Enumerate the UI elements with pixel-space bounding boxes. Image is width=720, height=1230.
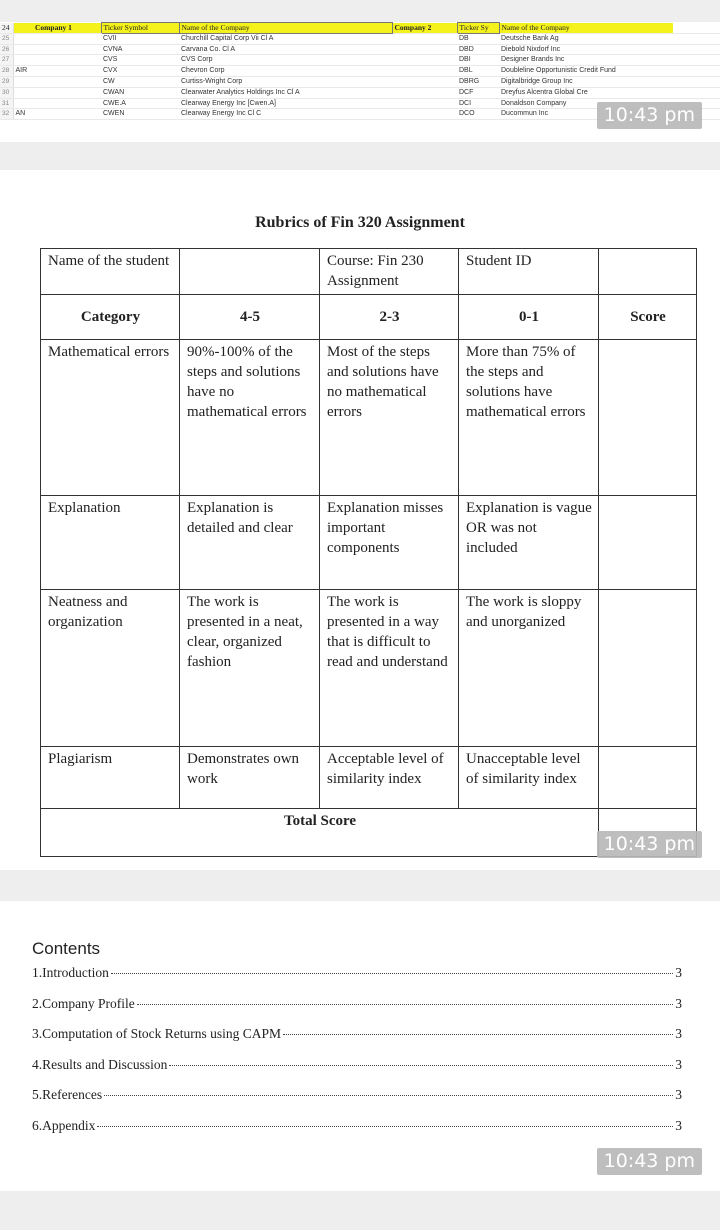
table-of-contents xyxy=(32,965,682,1148)
spreadsheet-card[interactable] xyxy=(0,22,720,142)
rubric-card[interactable] xyxy=(0,170,720,870)
timestamp-badge: 10:43 pm xyxy=(597,102,702,129)
toc-item: 4.Results and Discussion 3 xyxy=(32,1056,682,1072)
table-row: Mathematical errors 90%-100% of the steps and solutions have no mathematical errors Most of the steps and solutions have no mathematical errors More than 75% of the steps and solutions have mathematical errors xyxy=(41,340,697,496)
rubric-title: Rubrics of Fin 320 Assignment xyxy=(255,214,465,231)
category-header: Category xyxy=(41,295,180,340)
score-cell[interactable] xyxy=(599,496,697,590)
ticker1-header: Ticker Symbol xyxy=(101,23,179,34)
student-name-label: Name of the student xyxy=(41,249,180,295)
table-row: Explanation Explanation is detailed and clear Explanation misses important components Explanation is vague OR was not included xyxy=(41,496,697,590)
ticker2-header: Ticker Sy xyxy=(457,23,499,34)
table-row: 25 CVII Churchill Capital Corp Vii Cl A DB Deutsche Bank Ag xyxy=(0,33,720,44)
student-name-value[interactable] xyxy=(180,249,320,295)
table-row: 29 CW Curtiss-Wright Corp DBRG Digitalbridge Group Inc xyxy=(0,76,720,87)
score-band-2-3: 2-3 xyxy=(320,295,459,340)
score-cell[interactable] xyxy=(599,747,697,809)
contents-card[interactable] xyxy=(0,901,720,1191)
student-id-label: Student ID xyxy=(459,249,599,295)
score-band-0-1: 0-1 xyxy=(459,295,599,340)
score-cell[interactable] xyxy=(599,590,697,747)
table-row: 30 CWAN Clearwater Analytics Holdings Inc Cl A DCF Dreyfus Alcentra Global Cre xyxy=(0,87,720,98)
contents-title: Contents xyxy=(32,939,101,958)
table-row: 31 CWE.A Clearway Energy Inc [Cwen.A] DCI Donaldson Company xyxy=(0,98,720,109)
rubric-header-row xyxy=(41,295,697,340)
timestamp-badge: 10:43 pm xyxy=(597,1148,702,1175)
total-score-label: Total Score xyxy=(41,809,599,857)
student-info-row xyxy=(41,249,697,295)
toc-item: 3.Computation of Stock Returns using CAPM 3 xyxy=(32,1026,682,1041)
toc-item: 2.Company Profile 3 xyxy=(32,995,682,1011)
toc-item: 5.References 3 xyxy=(32,1087,682,1102)
table-row: 26 CVNA Carvana Co. Cl A DBD Diebold Nixdorf Inc xyxy=(0,44,720,55)
table-row: Plagiarism Demonstrates own work Acceptable level of similarity index Unacceptable level of similarity index xyxy=(41,747,697,809)
row-number: 24 xyxy=(0,23,13,34)
score-band-4-5: 4-5 xyxy=(180,295,320,340)
company2-header: Company 2 xyxy=(392,23,457,34)
company1-header: Company 1 xyxy=(33,23,101,34)
score-header: Score xyxy=(599,295,697,340)
name1-header: Name of the Company xyxy=(179,23,392,34)
rubric-table xyxy=(40,248,697,857)
toc-item: 6.Appendix 3 xyxy=(32,1117,682,1133)
spreadsheet-header-row xyxy=(0,23,720,34)
student-id-value[interactable] xyxy=(599,249,697,295)
course-label: Course: Fin 230 Assignment xyxy=(320,249,459,295)
table-row: Neatness and organization The work is presented in a neat, clear, organized fashion The work is presented in a way that is difficult to read and understand The work is sloppy and unorganized xyxy=(41,590,697,747)
score-cell[interactable] xyxy=(599,340,697,496)
table-row: 28 AIR CVX Chevron Corp DBL Doubleline Opportunistic Credit Fund xyxy=(0,66,720,77)
name2-header: Name of the Company xyxy=(499,23,673,34)
timestamp-badge: 10:43 pm xyxy=(597,831,702,858)
table-row: 27 CVS CVS Corp DBI Designer Brands Inc xyxy=(0,55,720,66)
toc-item: 1.Introduction 3 xyxy=(32,965,682,980)
table-row: 32 AN CWEN Clearway Energy Inc Cl C DCO Ducommun Inc xyxy=(0,109,720,120)
